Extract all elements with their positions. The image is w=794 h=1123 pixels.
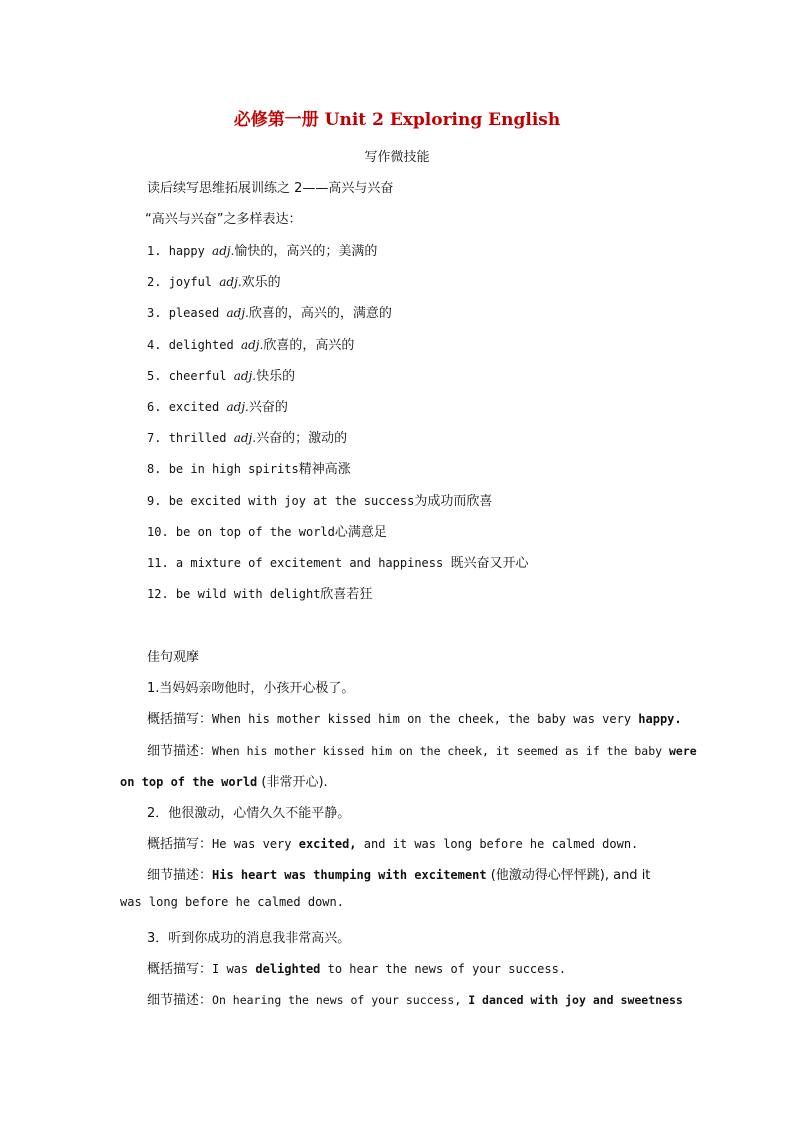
list-item: 7. thrilled adj.兴奋的；激动的	[147, 431, 348, 446]
list-item: 1. happy adj.愉快的，高兴的；美满的	[147, 244, 378, 259]
example-detail-continued: on top of the world (非常开心).	[120, 775, 328, 790]
list-item: 8. be in high spirits精神高涨	[147, 462, 351, 477]
list-item: 11. a mixture of excitement and happiness 既兴奋又开心	[147, 556, 529, 571]
example-general: 概括描写：When his mother kissed him on the cheek, the baby was very happy.	[147, 712, 682, 727]
example-detail: 细节描述：On hearing the news of your success, I danced with joy and sweetness	[147, 993, 683, 1008]
example-detail: 细节描述：When his mother kissed him on the cheek, it seemed as if the baby were	[147, 744, 697, 759]
section-heading: 读后续写思维拓展训练之 2——高兴与兴奋	[147, 181, 394, 196]
list-item: 2. joyful adj.欢乐的	[147, 275, 281, 290]
list-item: 4. delighted adj.欣喜的，高兴的	[147, 338, 355, 353]
document-subtitle: 写作微技能	[364, 150, 430, 165]
list-item: 9. be excited with joy at the success为成功而欣喜	[147, 494, 493, 509]
list-item: 5. cheerful adj.快乐的	[147, 369, 296, 384]
example-detail: 细节描述：His heart was thumping with excitement (他激动得心怦怦跳), and it	[147, 868, 651, 883]
list-item: 10. be on top of the world心满意足	[147, 525, 387, 540]
expressions-heading: “高兴与兴奋”之多样表达：	[145, 212, 302, 227]
list-item: 6. excited adj.兴奋的	[147, 400, 288, 415]
example-chinese: 3．听到你成功的消息我非常高兴。	[147, 931, 351, 946]
example-detail-continued: was long before he calmed down.	[120, 895, 344, 909]
list-item: 12. be wild with delight欣喜若狂	[147, 587, 373, 602]
example-chinese: 1.当妈妈亲吻他时，小孩开心极了。	[147, 681, 355, 696]
example-chinese: 2．他很激动，心情久久不能平静。	[147, 806, 351, 821]
example-general: 概括描写：I was delighted to hear the news of your success.	[147, 962, 567, 977]
document-title: 必修第一册 Unit 2 Exploring English	[233, 110, 561, 130]
list-item: 3. pleased adj.欣喜的，高兴的，满意的	[147, 306, 392, 321]
examples-heading: 佳句观摩	[147, 650, 200, 665]
example-general: 概括描写：He was very excited, and it was long before he calmed down.	[147, 837, 639, 852]
